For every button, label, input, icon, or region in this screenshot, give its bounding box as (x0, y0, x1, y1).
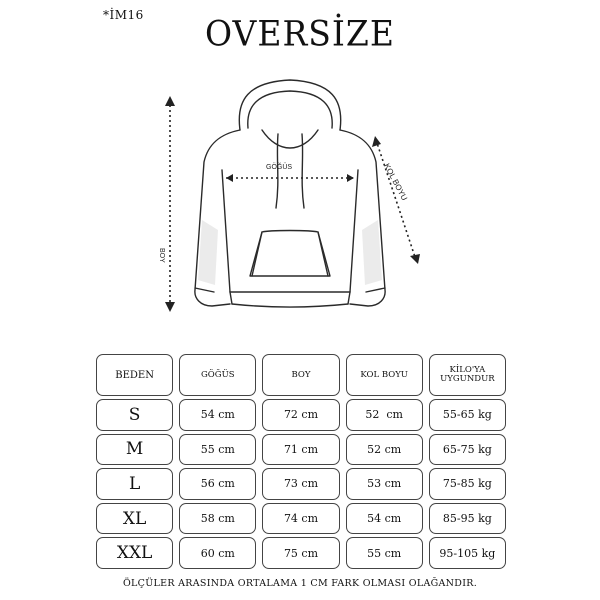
table-cell: 58 cm (179, 503, 256, 535)
table-cell: 55-65 kg (429, 399, 506, 431)
table-cell: 60 cm (179, 537, 256, 569)
table-cell: L (96, 468, 173, 500)
header-beden: BEDEN (96, 354, 173, 396)
table-cell: 65-75 kg (429, 434, 506, 466)
chest-label: GÖĞÜS (266, 164, 293, 171)
table-cell: 52 cm (346, 434, 423, 466)
height-label: BOY (158, 248, 165, 263)
table-cell: 54 cm (179, 399, 256, 431)
table-cell: 72 cm (262, 399, 339, 431)
header-boy: BOY (262, 354, 339, 396)
table-cell: 95-105 kg (429, 537, 506, 569)
table-cell: 55 cm (179, 434, 256, 466)
table-cell: 75-85 kg (429, 468, 506, 500)
size-table (96, 354, 506, 569)
header-kol-boyu: KOL BOYU (346, 354, 423, 396)
table-cell: S (96, 399, 173, 431)
table-cell: 52 cm (346, 399, 423, 431)
table-cell: XL (96, 503, 173, 535)
table-cell: 73 cm (262, 468, 339, 500)
table-cell: 74 cm (262, 503, 339, 535)
page-title: OVERSİZE (205, 13, 395, 54)
table-cell: 53 cm (346, 468, 423, 500)
table-cell: 55 cm (346, 537, 423, 569)
table-cell: M (96, 434, 173, 466)
table-cell: XXL (96, 537, 173, 569)
table-cell: 75 cm (262, 537, 339, 569)
table-cell: 56 cm (179, 468, 256, 500)
sleeve-label: KOL BOYU (382, 162, 410, 203)
product-code: *İM16 (103, 8, 144, 22)
header-gogus: GÖĞÜS (179, 354, 256, 396)
table-cell: 71 cm (262, 434, 339, 466)
table-cell: 85-95 kg (429, 503, 506, 535)
table-cell: 54 cm (346, 503, 423, 535)
footer-note: ÖLÇÜLER ARASINDA ORTALAMA 1 CM FARK OLMASI OLAĞANDIR. (122, 578, 478, 589)
hoodie-diagram (140, 70, 440, 330)
header-kilo: KİLO'YA UYGUNDUR (429, 354, 506, 396)
